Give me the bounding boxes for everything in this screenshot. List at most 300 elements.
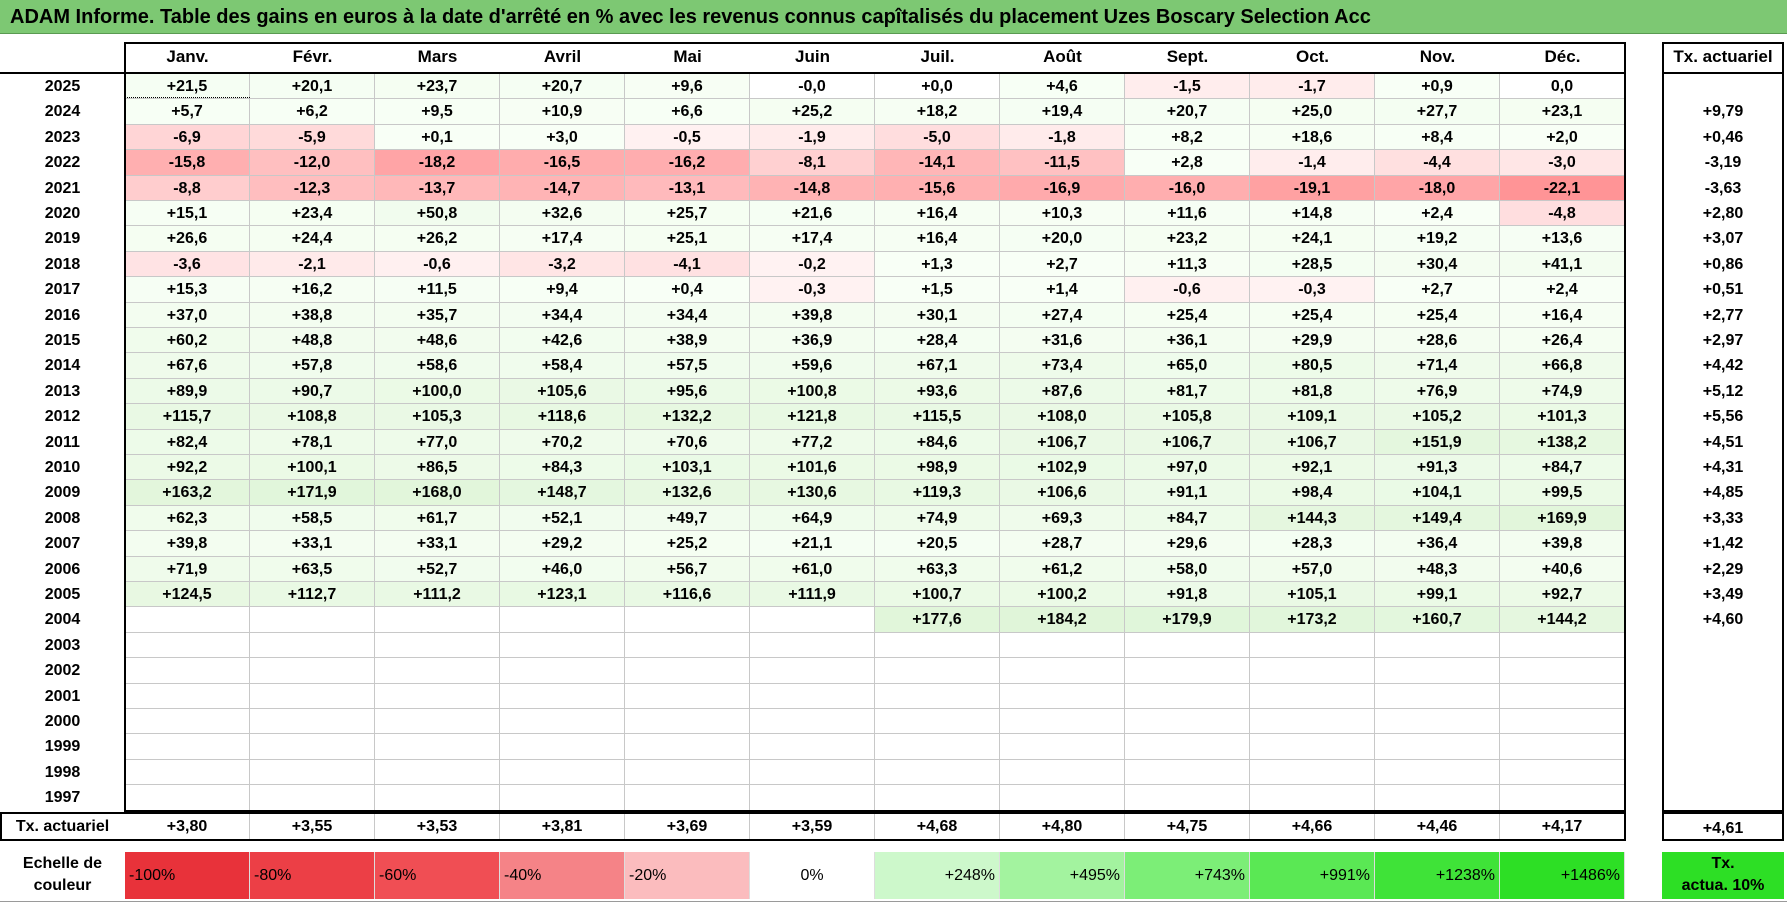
table-cell: +25,4 <box>1125 303 1250 328</box>
table-cell: +1,5 <box>875 277 1000 302</box>
table-cell: +92,1 <box>1250 455 1375 480</box>
actuarial-header: Tx. actuariel <box>1673 47 1773 66</box>
table-cell: -18,2 <box>375 150 500 175</box>
year-label: 2012 <box>44 408 81 426</box>
table-cell: +61,0 <box>750 557 875 582</box>
month-header: Déc. <box>1544 47 1581 66</box>
table-cell <box>1375 684 1500 709</box>
table-cell <box>875 760 1000 785</box>
table-cell: +149,4 <box>1375 506 1500 531</box>
table-cell: -1,5 <box>1125 74 1250 99</box>
table-cell: +16,4 <box>1500 303 1625 328</box>
table-cell <box>500 633 625 658</box>
table-cell <box>750 785 875 810</box>
table-cell: -11,5 <box>1000 150 1125 175</box>
table-cell: +20,7 <box>500 74 625 99</box>
table-cell: +148,7 <box>500 480 625 505</box>
table-cell <box>1000 658 1125 683</box>
table-cell: +13,6 <box>1500 226 1625 251</box>
table-cell: +91,3 <box>1375 455 1500 480</box>
footer-rate: +4,66 <box>1250 812 1375 841</box>
table-cell: -16,2 <box>625 150 750 175</box>
color-scale-swatch: +1238% <box>1375 852 1500 899</box>
year-label: 2024 <box>44 103 81 121</box>
table-cell <box>1500 785 1625 810</box>
table-cell: -3,2 <box>500 252 625 277</box>
month-header: Juin <box>795 47 830 66</box>
table-cell <box>625 633 750 658</box>
table-cell: +20,5 <box>875 531 1000 556</box>
year-actuarial-rate <box>1662 709 1784 734</box>
table-cell: -0,2 <box>750 252 875 277</box>
year-label: 2020 <box>44 205 81 222</box>
table-cell <box>1125 658 1250 683</box>
table-cell: +26,6 <box>125 226 250 251</box>
table-cell: +25,7 <box>625 201 750 226</box>
table-cell <box>1250 734 1375 759</box>
year-label: 2019 <box>44 230 81 248</box>
table-cell: +8,4 <box>1375 125 1500 150</box>
table-cell: +119,3 <box>875 480 1000 505</box>
table-cell <box>875 709 1000 734</box>
table-cell <box>875 785 1000 810</box>
table-cell <box>250 734 375 759</box>
table-cell: +6,2 <box>250 99 375 124</box>
color-scale-swatch: -100% <box>125 852 250 899</box>
table-cell <box>1000 785 1125 810</box>
table-cell: +132,6 <box>625 480 750 505</box>
table-cell <box>625 658 750 683</box>
table-cell <box>375 633 500 658</box>
table-cell: +169,9 <box>1500 506 1625 531</box>
year-actuarial-rate: +5,12 <box>1702 382 1744 400</box>
table-cell: +100,2 <box>1000 582 1125 607</box>
table-cell <box>125 607 250 632</box>
year-label: 2014 <box>44 357 81 375</box>
table-cell: -18,0 <box>1375 176 1500 201</box>
year-actuarial-rate: +0,86 <box>1702 255 1744 273</box>
color-scale-swatch: +495% <box>1000 852 1125 899</box>
table-cell <box>500 734 625 759</box>
table-cell <box>125 684 250 709</box>
year-actuarial-rate: +9,79 <box>1702 103 1744 121</box>
table-cell: +2,4 <box>1500 277 1625 302</box>
table-cell: +29,6 <box>1125 531 1250 556</box>
table-cell: +99,1 <box>1375 582 1500 607</box>
table-cell: +3,0 <box>500 125 625 150</box>
header-underline <box>0 72 1625 74</box>
table-cell: +10,3 <box>1000 201 1125 226</box>
table-cell <box>1125 633 1250 658</box>
year-actuarial-rate: -3,63 <box>1704 179 1742 197</box>
footer-rate: +3,81 <box>500 812 625 841</box>
table-cell: +50,8 <box>375 201 500 226</box>
table-cell: +106,7 <box>1250 430 1375 455</box>
table-cell: +103,1 <box>625 455 750 480</box>
table-cell <box>125 734 250 759</box>
table-cell: +89,9 <box>125 379 250 404</box>
table-cell: +39,8 <box>750 303 875 328</box>
footer-rate: +3,80 <box>125 812 250 841</box>
table-cell: +144,2 <box>1500 607 1625 632</box>
year-label: 2022 <box>44 154 81 172</box>
table-cell: -22,1 <box>1500 176 1625 201</box>
table-cell <box>125 709 250 734</box>
table-cell <box>625 734 750 759</box>
table-cell: +36,4 <box>1375 531 1500 556</box>
table-cell: +52,7 <box>375 557 500 582</box>
year-label: 2011 <box>45 433 80 451</box>
color-scale-swatch: +248% <box>875 852 1000 899</box>
table-cell <box>375 709 500 734</box>
table-cell <box>875 734 1000 759</box>
table-cell: +70,2 <box>500 430 625 455</box>
table-cell: +21,1 <box>750 531 875 556</box>
table-cell: +52,1 <box>500 506 625 531</box>
table-cell <box>375 658 500 683</box>
year-actuarial-rate: +2,77 <box>1702 306 1744 324</box>
table-cell: +177,6 <box>875 607 1000 632</box>
table-cell <box>1000 684 1125 709</box>
table-cell: +58,6 <box>375 353 500 378</box>
table-cell: -5,0 <box>875 125 1000 150</box>
table-cell: +132,2 <box>625 404 750 429</box>
table-cell: +28,6 <box>1375 328 1500 353</box>
table-cell <box>250 684 375 709</box>
table-cell <box>250 709 375 734</box>
table-cell <box>625 785 750 810</box>
table-cell <box>625 760 750 785</box>
footer-total-rate: +4,61 <box>1662 812 1784 841</box>
table-cell <box>375 785 500 810</box>
table-cell: +35,7 <box>375 303 500 328</box>
table-cell: +23,4 <box>250 201 375 226</box>
table-cell: +151,9 <box>1375 430 1500 455</box>
table-cell: -5,9 <box>250 125 375 150</box>
table-cell: +66,8 <box>1500 353 1625 378</box>
footer-rate: +3,59 <box>750 812 875 841</box>
year-actuarial-rate: +2,80 <box>1702 205 1744 222</box>
table-cell: -4,1 <box>625 252 750 277</box>
year-label: 2004 <box>44 611 81 629</box>
month-header: Janv. <box>166 47 209 66</box>
table-cell <box>250 607 375 632</box>
table-cell: +40,6 <box>1500 557 1625 582</box>
month-header: Sept. <box>1166 47 1209 66</box>
color-scale-swatch: -20% <box>625 852 750 899</box>
table-cell: +15,3 <box>125 277 250 302</box>
table-cell: +115,7 <box>125 404 250 429</box>
table-cell: +48,3 <box>1375 557 1500 582</box>
month-header: Mai <box>673 47 702 66</box>
year-actuarial-rate: +4,31 <box>1702 459 1744 476</box>
year-actuarial-rate: +3,33 <box>1702 509 1744 527</box>
table-cell: +86,5 <box>375 455 500 480</box>
table-cell <box>1375 633 1500 658</box>
table-cell: +76,9 <box>1375 379 1500 404</box>
table-cell: +5,7 <box>125 99 250 124</box>
table-cell: -0,3 <box>750 277 875 302</box>
table-cell <box>1000 633 1125 658</box>
table-cell: +29,9 <box>1250 328 1375 353</box>
table-cell: +105,1 <box>1250 582 1375 607</box>
table-cell: +48,8 <box>250 328 375 353</box>
table-cell: +28,3 <box>1250 531 1375 556</box>
table-cell: +57,0 <box>1250 557 1375 582</box>
year-label: 2013 <box>44 382 81 400</box>
table-cell: +23,2 <box>1125 226 1250 251</box>
table-cell: -16,9 <box>1000 176 1125 201</box>
table-cell: +92,2 <box>125 455 250 480</box>
table-cell: +67,1 <box>875 353 1000 378</box>
year-actuarial-rate <box>1662 785 1784 810</box>
table-cell: +18,6 <box>1250 125 1375 150</box>
table-cell: +19,2 <box>1375 226 1500 251</box>
table-cell: +102,9 <box>1000 455 1125 480</box>
table-cell: +100,8 <box>750 379 875 404</box>
color-scale-swatch: 0% <box>750 852 875 899</box>
selected-cell-marker[interactable] <box>125 97 250 98</box>
table-cell: +64,9 <box>750 506 875 531</box>
table-cell: +69,3 <box>1000 506 1125 531</box>
table-cell <box>500 607 625 632</box>
year-label: 2021 <box>44 179 81 197</box>
table-cell <box>375 684 500 709</box>
table-cell <box>375 734 500 759</box>
year-actuarial-rate: +2,29 <box>1702 560 1744 578</box>
table-cell <box>1250 658 1375 683</box>
table-cell: +108,0 <box>1000 404 1125 429</box>
table-cell: -2,1 <box>250 252 375 277</box>
year-actuarial-rate <box>1662 760 1784 785</box>
table-cell: -14,1 <box>875 150 1000 175</box>
rate-header-underline <box>1662 72 1784 74</box>
year-actuarial-rate: +0,46 <box>1702 128 1744 146</box>
table-cell: +34,4 <box>625 303 750 328</box>
footer-rate: +3,69 <box>625 812 750 841</box>
table-cell: +25,1 <box>625 226 750 251</box>
color-scale-swatch: -60% <box>375 852 500 899</box>
table-cell: +17,4 <box>750 226 875 251</box>
year-label: 2009 <box>44 484 81 502</box>
year-label: 2002 <box>44 662 81 680</box>
footer-rate: +4,46 <box>1375 812 1500 841</box>
table-cell <box>750 658 875 683</box>
year-label: 1999 <box>44 738 81 756</box>
table-cell: +31,6 <box>1000 328 1125 353</box>
table-cell: +27,7 <box>1375 99 1500 124</box>
footer-label: Tx. actuariel <box>15 818 110 835</box>
table-cell <box>625 709 750 734</box>
table-cell <box>1125 684 1250 709</box>
table-cell <box>1000 709 1125 734</box>
table-cell: +71,9 <box>125 557 250 582</box>
table-cell: +20,7 <box>1125 99 1250 124</box>
table-cell: +1,4 <box>1000 277 1125 302</box>
table-cell: +93,6 <box>875 379 1000 404</box>
table-cell <box>1375 785 1500 810</box>
year-label: 2001 <box>44 687 81 705</box>
year-actuarial-rate: +2,97 <box>1702 332 1744 349</box>
table-cell: +26,4 <box>1500 328 1625 353</box>
table-cell: +115,5 <box>875 404 1000 429</box>
year-actuarial-rate <box>1662 684 1784 709</box>
table-cell <box>1250 760 1375 785</box>
table-cell: +62,3 <box>125 506 250 531</box>
table-cell: +28,5 <box>1250 252 1375 277</box>
table-cell: +105,3 <box>375 404 500 429</box>
table-cell <box>500 760 625 785</box>
table-cell: +28,4 <box>875 328 1000 353</box>
table-cell <box>1250 785 1375 810</box>
table-cell: +1,3 <box>875 252 1000 277</box>
table-cell <box>125 658 250 683</box>
table-cell: +20,0 <box>1000 226 1125 251</box>
table-cell <box>1125 734 1250 759</box>
table-cell: +2,8 <box>1125 150 1250 175</box>
table-cell: +39,8 <box>125 531 250 556</box>
table-cell <box>1500 760 1625 785</box>
table-cell: +95,6 <box>625 379 750 404</box>
table-cell: +9,6 <box>625 74 750 99</box>
table-cell <box>500 658 625 683</box>
year-label: 2003 <box>44 636 81 654</box>
scale-label-line1: Echelle de <box>22 855 103 872</box>
table-cell: +25,2 <box>625 531 750 556</box>
table-cell: +42,6 <box>500 328 625 353</box>
year-actuarial-rate: +5,56 <box>1702 408 1744 426</box>
footer-rate: +4,17 <box>1500 812 1625 841</box>
table-cell: +84,6 <box>875 430 1000 455</box>
year-label: 2007 <box>44 535 81 553</box>
table-cell: +26,2 <box>375 226 500 251</box>
table-cell <box>1500 684 1625 709</box>
table-cell: +24,1 <box>1250 226 1375 251</box>
scale-label-line2: couleur <box>33 877 92 894</box>
footer-rate: +4,68 <box>875 812 1000 841</box>
table-cell: +11,5 <box>375 277 500 302</box>
year-label: 2005 <box>44 586 81 603</box>
table-cell: +173,2 <box>1250 607 1375 632</box>
year-actuarial-rate: +4,42 <box>1702 357 1744 375</box>
color-scale-swatch: -80% <box>250 852 375 899</box>
table-cell: +144,3 <box>1250 506 1375 531</box>
table-cell: +38,8 <box>250 303 375 328</box>
table-cell: -1,8 <box>1000 125 1125 150</box>
table-cell: +111,2 <box>375 582 500 607</box>
table-cell: +91,8 <box>1125 582 1250 607</box>
table-cell: +106,7 <box>1125 430 1250 455</box>
year-actuarial-rate: +3,49 <box>1702 586 1744 603</box>
table-cell: -0,0 <box>750 74 875 99</box>
table-cell: +61,7 <box>375 506 500 531</box>
table-cell: +58,0 <box>1125 557 1250 582</box>
year-label: 2023 <box>44 128 81 146</box>
year-label: 2000 <box>44 713 81 730</box>
table-cell: +11,6 <box>1125 201 1250 226</box>
table-cell: +60,2 <box>125 328 250 353</box>
table-cell <box>1250 709 1375 734</box>
table-cell: +77,2 <box>750 430 875 455</box>
table-cell: +118,6 <box>500 404 625 429</box>
table-cell <box>625 607 750 632</box>
year-label: 2010 <box>44 459 81 476</box>
table-cell: +17,4 <box>500 226 625 251</box>
month-header: Nov. <box>1419 47 1456 66</box>
table-cell: +58,4 <box>500 353 625 378</box>
table-cell: +105,6 <box>500 379 625 404</box>
table-cell: +84,3 <box>500 455 625 480</box>
table-cell: -1,4 <box>1250 150 1375 175</box>
month-header: Juil. <box>920 47 955 66</box>
table-cell: -1,9 <box>750 125 875 150</box>
table-cell: +100,0 <box>375 379 500 404</box>
table-cell: +100,1 <box>250 455 375 480</box>
table-cell: +25,4 <box>1375 303 1500 328</box>
table-cell: +58,5 <box>250 506 375 531</box>
table-cell <box>500 684 625 709</box>
table-cell: -3,0 <box>1500 150 1625 175</box>
table-cell: 0,0 <box>1500 74 1625 99</box>
color-scale-swatch: +1486% <box>1500 852 1625 899</box>
year-actuarial-rate <box>1662 633 1784 658</box>
table-cell: +109,1 <box>1250 404 1375 429</box>
table-cell: -0,6 <box>375 252 500 277</box>
table-cell: +49,7 <box>625 506 750 531</box>
table-cell: +116,6 <box>625 582 750 607</box>
table-cell: +73,4 <box>1000 353 1125 378</box>
table-cell: +59,6 <box>750 353 875 378</box>
table-cell: +25,4 <box>1250 303 1375 328</box>
month-header: Avril <box>543 47 582 66</box>
table-cell: +21,6 <box>750 201 875 226</box>
table-cell: +99,5 <box>1500 480 1625 505</box>
table-cell <box>250 658 375 683</box>
table-cell: +25,2 <box>750 99 875 124</box>
table-cell: +34,4 <box>500 303 625 328</box>
table-cell: +184,2 <box>1000 607 1125 632</box>
table-cell: +14,8 <box>1250 201 1375 226</box>
table-cell: +74,9 <box>1500 379 1625 404</box>
year-label: 2017 <box>44 281 81 299</box>
table-cell: +97,0 <box>1125 455 1250 480</box>
table-cell: +25,0 <box>1250 99 1375 124</box>
table-cell: +100,7 <box>875 582 1000 607</box>
year-actuarial-rate: +4,51 <box>1702 433 1744 451</box>
table-cell <box>875 684 1000 709</box>
table-cell: +179,9 <box>1125 607 1250 632</box>
table-cell <box>375 760 500 785</box>
color-scale-swatch: +991% <box>1250 852 1375 899</box>
table-cell: +33,1 <box>375 531 500 556</box>
table-cell: -14,7 <box>500 176 625 201</box>
year-label: 2006 <box>44 560 81 578</box>
table-cell <box>500 709 625 734</box>
year-label: 2018 <box>44 255 81 273</box>
table-cell: -15,8 <box>125 150 250 175</box>
table-cell: +130,6 <box>750 480 875 505</box>
table-cell <box>1125 709 1250 734</box>
scale-actua-line2: actua. 10% <box>1681 877 1765 894</box>
year-actuarial-rate: -3,19 <box>1704 154 1742 172</box>
table-cell: +98,9 <box>875 455 1000 480</box>
table-cell: +101,6 <box>750 455 875 480</box>
table-cell <box>1375 760 1500 785</box>
table-cell: -1,7 <box>1250 74 1375 99</box>
footer-rate: +4,80 <box>1000 812 1125 841</box>
table-cell: +82,4 <box>125 430 250 455</box>
table-cell: -6,9 <box>125 125 250 150</box>
